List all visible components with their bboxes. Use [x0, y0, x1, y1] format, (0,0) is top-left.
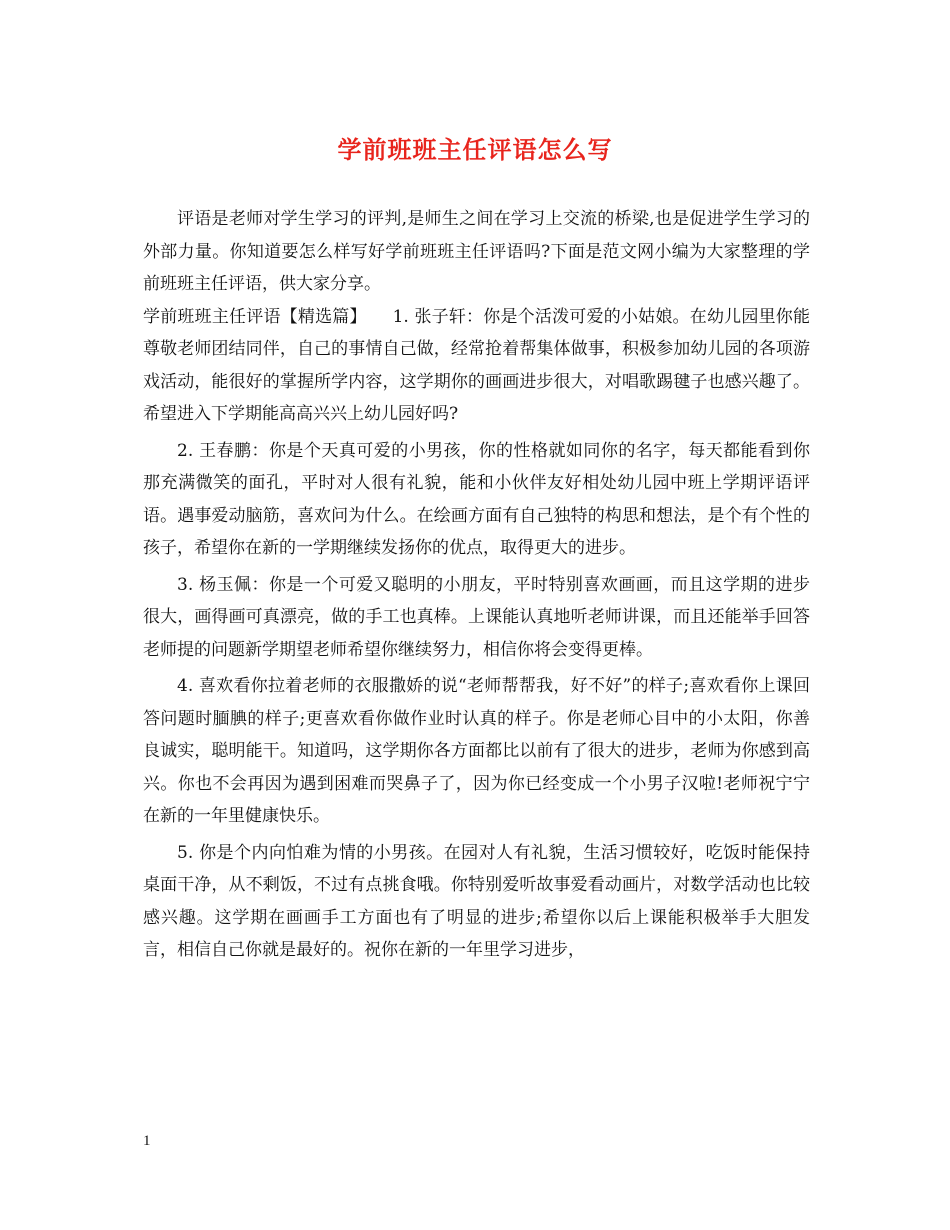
comment-paragraph-3: 3. 杨玉佩：你是一个可爱又聪明的小朋友，平时特别喜欢画画，而且这学期的进步很大，画得画可真漂亮，做的手工也真棒。上课能认真地听老师讲课，而且还能举手回答老师提的问题新学期望老师希望你继续努力，相信你将会变得更棒。	[143, 574, 810, 660]
intro-paragraph: 评语是老师对学生学习的评判,是师生之间在学习上交流的桥梁,也是促进学生学习的外部力量。你知道要怎么样写好学前班班主任评语吗?下面是范文网小编为大家整理的学前班班主任评语，供大家分享。	[143, 209, 810, 294]
document-title: 学前班班主任评语怎么写	[337, 136, 613, 164]
comment-paragraph-1: 学前班班主任评语【精选篇】 1. 张子轩：你是个活泼可爱的小姑娘。在幼儿园里你能尊敬老师团结同伴，自己的事情自己做，经常抢着帮集体做事，积极参加幼儿园的各项游戏活动，能很好的掌握所学内容，这学期你的画画进步很大，对唱歌踢毽子也感兴趣了。希望进入下学期能高高兴兴上幼儿园好吗?	[143, 306, 810, 424]
comment-paragraph-4: 4. 喜欢看你拉着老师的衣服撒娇的说“老师帮帮我，好不好”的样子;喜欢看你上课回答问题时腼腆的样子;更喜欢看你做作业时认真的样子。你是老师心目中的小太阳，你善良诚实，聪明能干。知道吗，这学期你各方面都比以前有了很大的进步，老师为你感到高兴。你也不会再因为遇到困难而哭鼻子了，因为你已经变成一个小男子汉啦!老师祝宁宁在新的一年里健康快乐。	[143, 676, 810, 826]
comment-paragraph-2: 2. 王春鹏：你是个天真可爱的小男孩，你的性格就如同你的名字，每天都能看到你那充满微笑的面孔，平时对人很有礼貌，能和小伙伴友好相处幼儿园中班上学期评语评语。遇事爱动脑筋，喜欢问为什么。在绘画方面有自己独特的构思和想法，是个有个性的孩子，希望你在新的一学期继续发扬你的优点，取得更大的进步。	[143, 440, 810, 558]
page-number: 1	[143, 1133, 151, 1149]
comment-paragraph-5: 5. 你是个内向怕难为情的小男孩。在园对人有礼貌，生活习惯较好，吃饭时能保持桌面干净，从不剩饭，不过有点挑食哦。你特别爱听故事爱看动画片，对数学活动也比较感兴趣。这学期在画画手工方面也有了明显的进步;希望你以后上课能积极举手大胆发言，相信自己你就是最好的。祝你在新的一年里学习进步，	[143, 842, 810, 960]
document-body	[143, 203, 810, 967]
